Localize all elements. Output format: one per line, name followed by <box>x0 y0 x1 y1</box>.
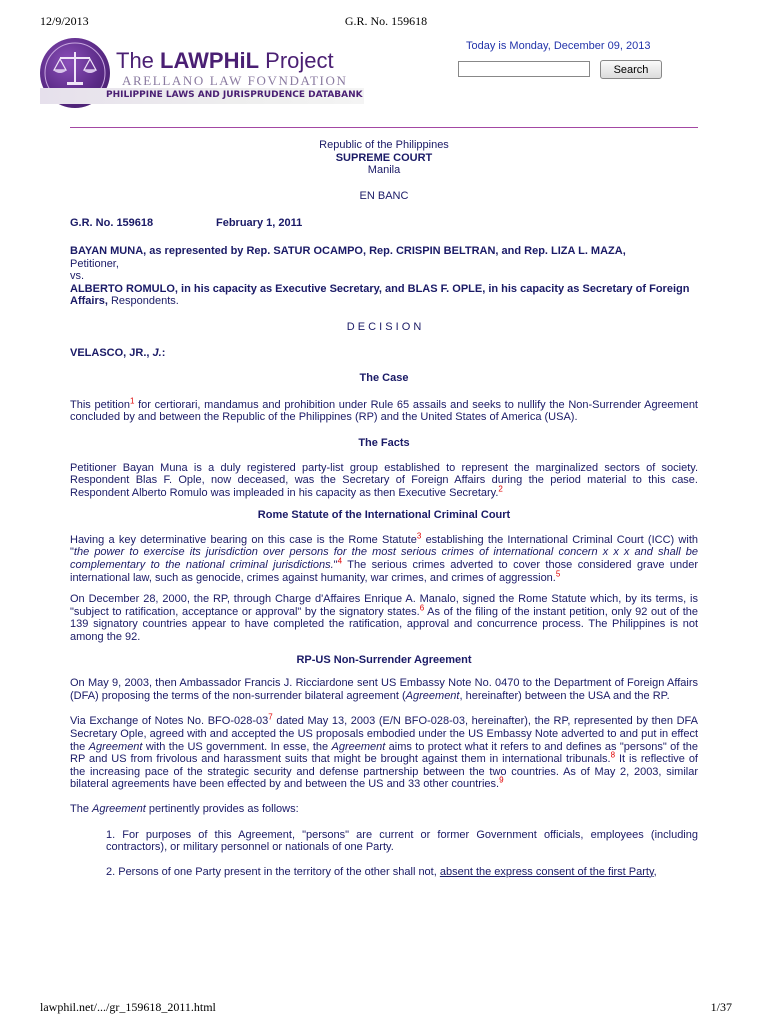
versus: vs. <box>70 270 85 283</box>
footnote-4-link[interactable]: 4 <box>337 556 343 566</box>
p6-text-e: It is reflective of the increasing pace of the strategic security and defense partnership between the two countries. As of May 2, 2003, similar bilateral agreements have been effected by and between the US and 33 other countries. <box>70 753 698 791</box>
print-page-number: 1/37 <box>710 1000 732 1014</box>
ponente-title: J. <box>152 346 162 359</box>
search-button[interactable]: Search <box>600 60 662 79</box>
paragraph-2 <box>70 462 698 500</box>
q2-underlined: absent the express consent of the first Party <box>439 865 654 878</box>
decision-heading: D E C I S I O N <box>346 320 422 333</box>
p4-text-a: On December 28, 2000, the RP, through Charge d'Affaires Enrique A. Manalo, signed the Rome Statute which, by its terms, is "subject to ratification, acceptance or approval" by the signatory states. <box>70 593 698 618</box>
site-banner[interactable] <box>40 38 364 108</box>
q2-text-b: , <box>653 865 657 878</box>
heading-the-facts: The Facts <box>358 436 410 449</box>
p3-text-b: establishing the International Criminal Court (ICC) with " <box>70 533 698 559</box>
p5-text-a: On May 9, 2003, then Ambassador Francis J. Ricciardone sent US Embassy Note No. 0470 to the Department of Foreign Affairs (DFA) proposing the terms of the non-surrender bilateral agreement ( <box>70 677 698 702</box>
p7-text-a: The <box>70 802 93 815</box>
p4-text-b: As of the filing of the instant petition, only 92 out of the 139 signatory countries appear to have completed the ratification, approval and concurrence process. The Philippines is not among the 92. <box>70 605 699 644</box>
paragraph-7 <box>70 803 698 816</box>
quote-item-2 <box>106 866 698 879</box>
p7-text-b: pertinently provides as follows: <box>145 802 299 815</box>
p6-text-c: with the US government. In esse, the <box>142 740 332 753</box>
paragraph-4 <box>70 593 698 643</box>
p1-text-b: for certiorari, mandamus and prohibition under Rule 65 assails and seeks to nullify the Non-Surrender Agreement concluded by and between the Republic of the Philippines (RP) and the United States of America (USA). <box>70 398 698 424</box>
print-footer <box>40 1000 732 1014</box>
p3-quote: the power to exercise its jurisdiction over persons for the most serious crimes of international concern x x x and shall be complementary to the national criminal jurisdictions. <box>70 546 698 572</box>
p6-agreement-2: Agreement <box>331 740 386 753</box>
heading-the-case: The Case <box>359 372 409 385</box>
p7-agreement: Agreement <box>92 802 146 815</box>
footnote-2-link[interactable]: 2 <box>498 484 503 494</box>
paragraph-5 <box>70 677 698 702</box>
footnote-3-link[interactable]: 3 <box>416 531 422 541</box>
ponente-colon: : <box>161 346 166 359</box>
p6-text-d: aims to protect what it refers to and defines as "persons" of the RP and US from frivolous and harassment suits that might be brought against them in international tribunals. <box>70 740 699 766</box>
heading-rp-us-agreement: RP-US Non-Surrender Agreement <box>296 653 472 666</box>
databank-strip <box>40 88 364 104</box>
respondents-label: Respondents. <box>107 295 179 308</box>
gr-number: G.R. No. 159618 <box>70 217 154 230</box>
brand-name: LAWPHiL <box>160 48 260 73</box>
p5-text-b: , hereinafter) between the USA and the RP. <box>459 689 670 702</box>
petitioner-label: Petitioner, <box>70 257 119 270</box>
q2-text-a: 2. Persons of one Party present in the territory of the other shall not, <box>106 865 440 878</box>
footnote-1-link[interactable]: 1 <box>129 396 135 406</box>
p5-agreement: Agreement <box>405 689 460 702</box>
decision-document <box>70 139 698 878</box>
brand-suffix: Project <box>259 48 334 73</box>
ponente <box>70 347 698 360</box>
print-date: 12/9/2013 <box>40 14 89 28</box>
brand-prefix: The <box>116 48 161 73</box>
footnote-8-link[interactable]: 8 <box>610 750 616 760</box>
p1-text-a: This petition <box>70 398 130 411</box>
court-name: SUPREME COURT <box>335 151 433 164</box>
paragraph-3 <box>70 531 699 584</box>
p6-agreement-1: Agreement <box>88 740 143 753</box>
footnote-6-link[interactable]: 6 <box>419 603 425 613</box>
court-city: Manila <box>367 164 401 177</box>
respondents-names: ALBERTO ROMULO, in his capacity as Executive Secretary, and BLAS F. OPLE, in his capacity as Secretary of Foreign Affairs, <box>70 282 690 308</box>
footnote-9-link[interactable]: 9 <box>499 775 504 785</box>
petitioners-names: BAYAN MUNA, as represented by Rep. SATUR OCAMPO, Rep. CRISPIN BELTRAN, and Rep. LIZA L. MAZA, <box>70 244 626 257</box>
en-banc: EN BANC <box>359 189 409 202</box>
print-header <box>40 14 732 28</box>
brand-title <box>116 48 334 74</box>
footnote-7-link[interactable]: 7 <box>268 712 273 722</box>
p6-text-b: dated May 13, 2003 (E/N BFO-028-03, hereinafter), the RP, represented by then DFA Secretary Ople, agreed with and accepted the US proposals embodied under the US Embassy Note adverted to and put in effect the <box>70 715 699 753</box>
quote-item-1: 1. For purposes of this Agreement, "persons" are current or former Government officials, employees (including contractors), or military personnel or nationals of one Party. <box>106 828 698 854</box>
p6-text-a: Via Exchange of Notes No. BFO-028-03 <box>70 715 269 728</box>
databank-label: PHILIPPINE LAWS AND JURISPRUDENCE DATABANK <box>106 90 363 100</box>
paragraph-1 <box>70 396 698 424</box>
ponente-name: VELASCO, JR., <box>70 346 153 359</box>
footnote-5-link[interactable]: 5 <box>555 569 561 578</box>
search-input[interactable] <box>458 61 590 77</box>
today-date: Today is Monday, December 09, 2013 <box>466 40 651 52</box>
p3-text-d: The serious crimes adverted to cover those considered grave under international law, such as genocide, crimes against humanity, war crimes, and crimes of aggression. <box>70 559 699 584</box>
heading-rome-statute: Rome Statute of the International Criminal Court <box>257 509 511 522</box>
p3-text-c: " <box>333 559 338 572</box>
foundation-name: ARELLANO LAW FOVNDATION <box>122 73 348 88</box>
decision-date: February 1, 2011 <box>216 217 303 230</box>
header-divider <box>70 127 698 128</box>
paragraph-6 <box>70 712 699 791</box>
case-number-line <box>70 217 698 230</box>
p3-text-a: Having a key determinative bearing on this case is the Rome Statute <box>70 533 417 546</box>
petitioners <box>70 245 698 308</box>
p2-text: Petitioner Bayan Muna is a duly registered party-list group established to represent the marginalized sectors of society. Respondent Blas F. Ople, now deceased, was the Secretary of Foreign Affairs during the period material to this case. Respondent Alberto Romulo was impleaded in his capacity as then Executive Secretary. <box>70 461 698 499</box>
print-title: G.R. No. 159618 <box>344 14 428 28</box>
republic-line: Republic of the Philippines <box>319 139 449 151</box>
print-url: lawphil.net/.../gr_159618_2011.html <box>40 1000 216 1014</box>
